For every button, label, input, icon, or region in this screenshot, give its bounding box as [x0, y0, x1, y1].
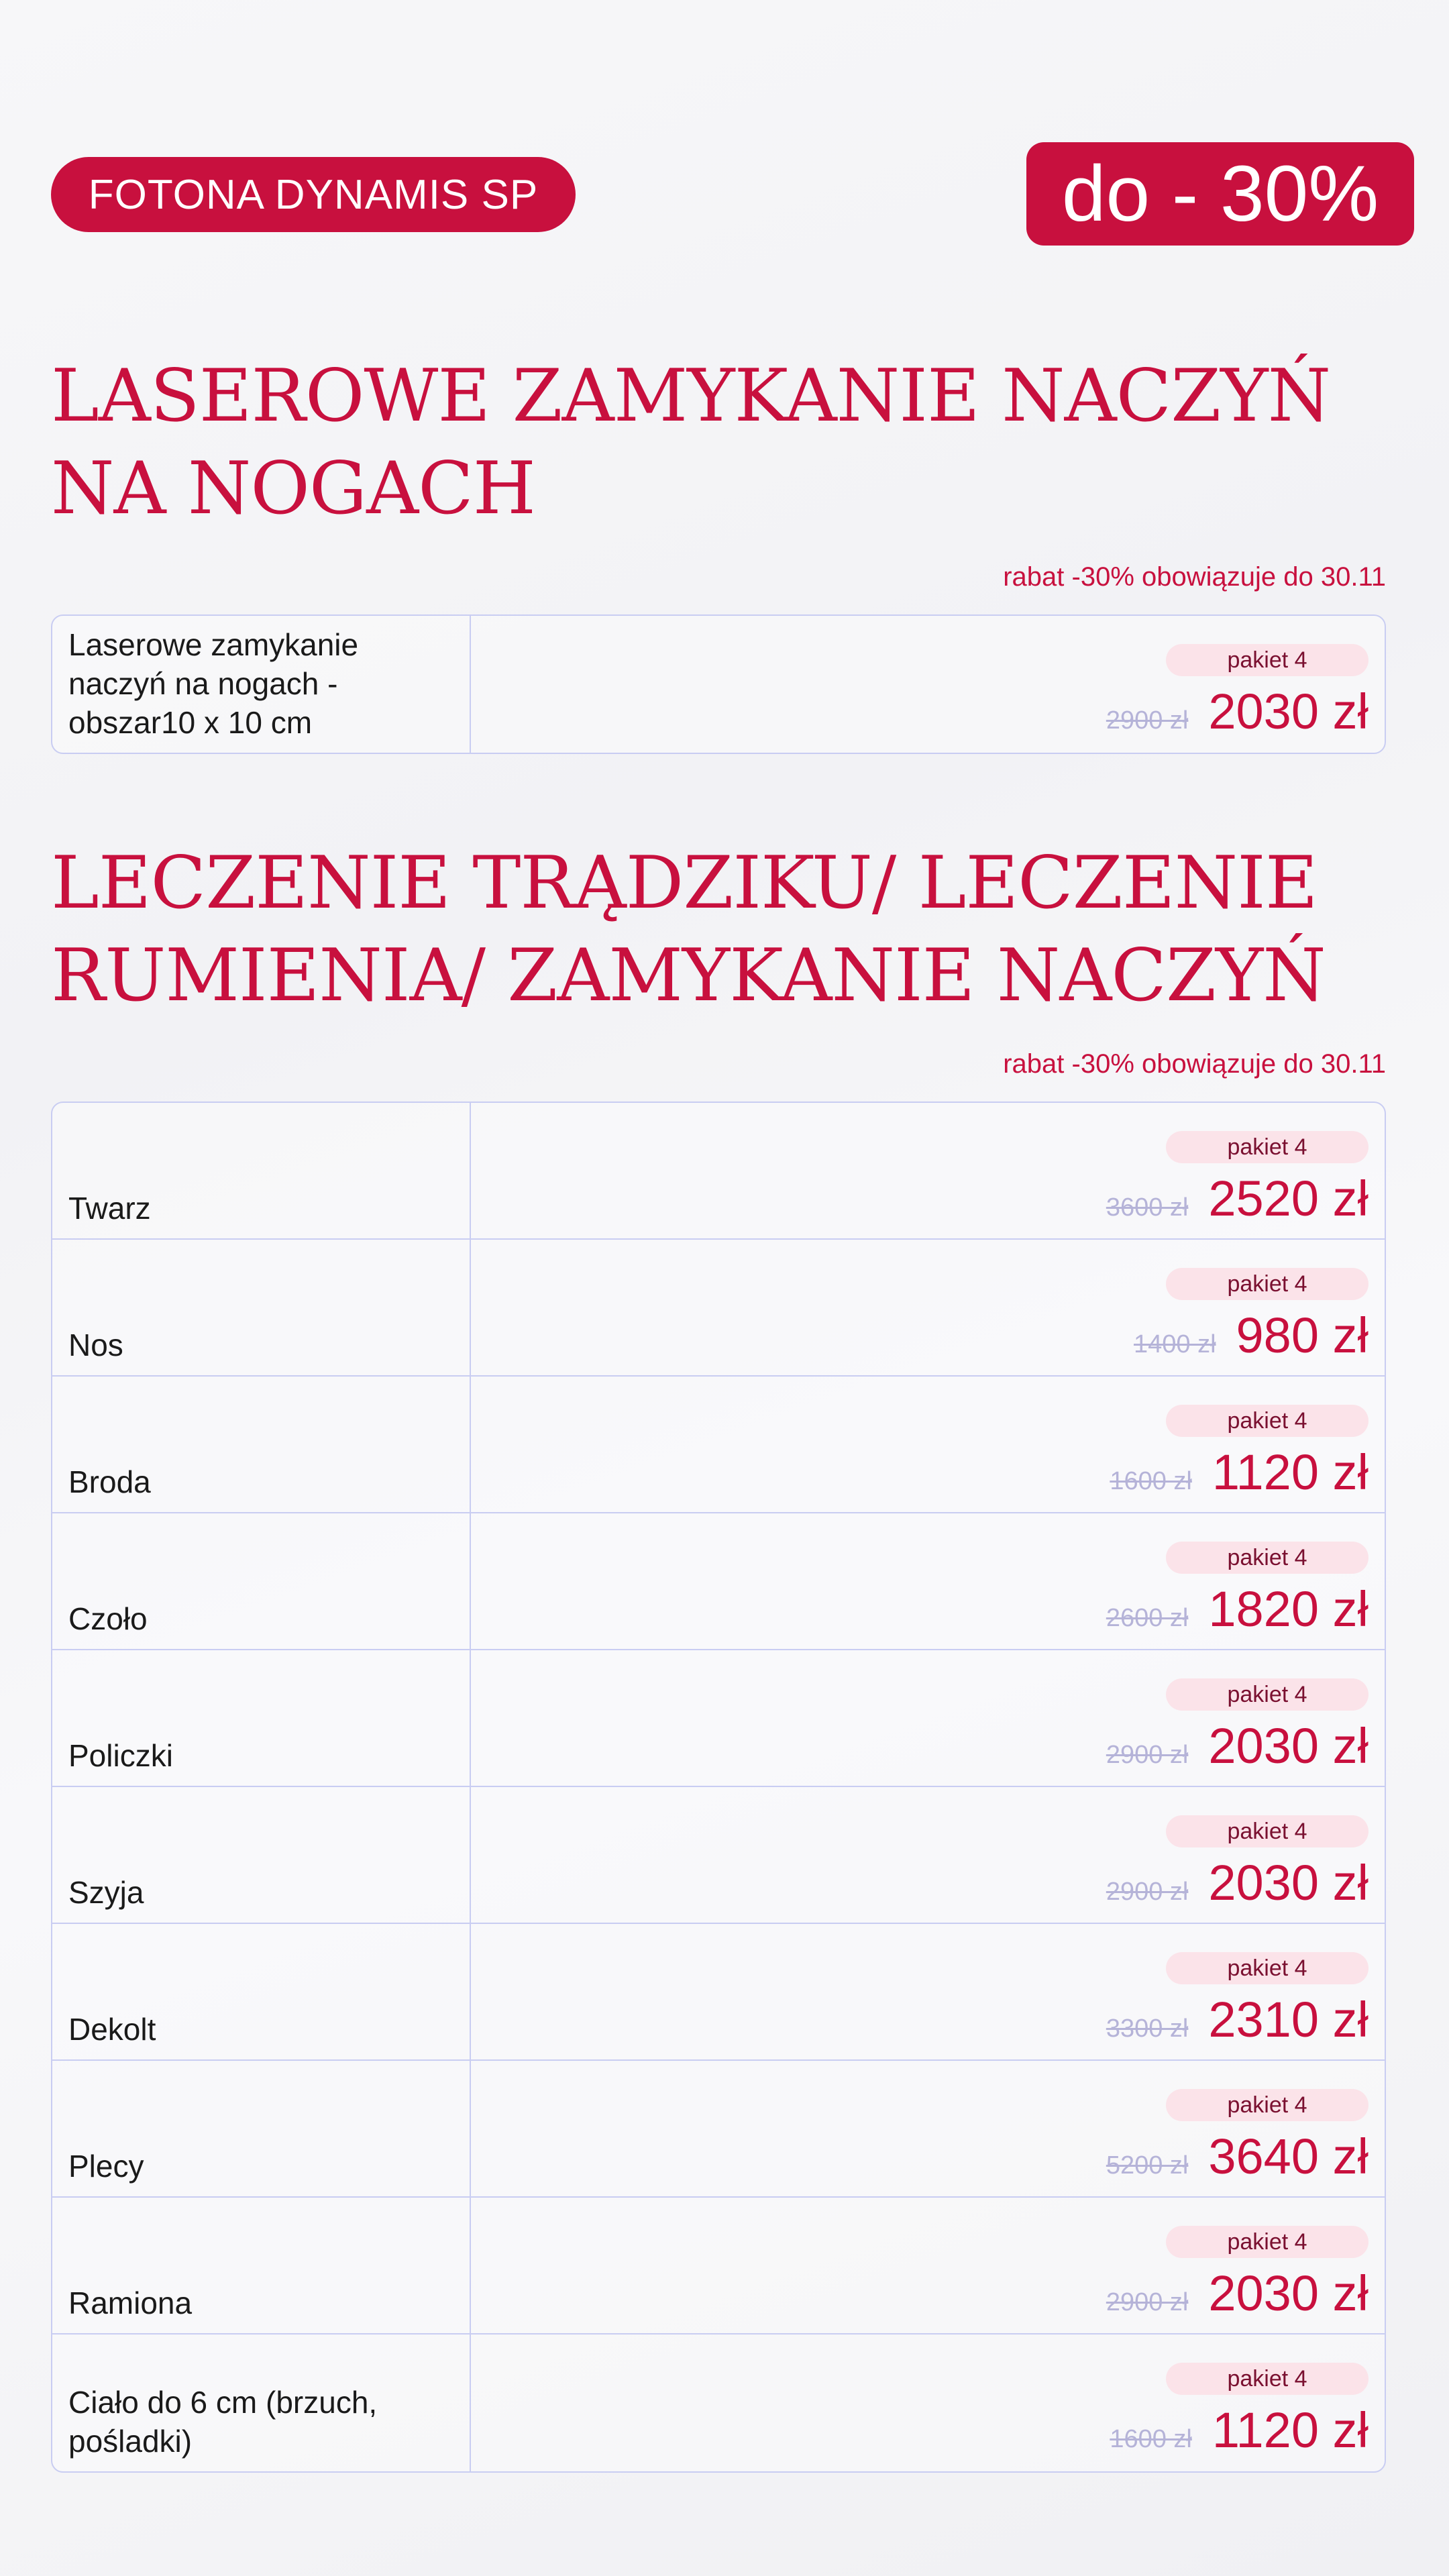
treatment-name: Plecy [68, 2149, 144, 2184]
treatment-name: Broda [68, 1464, 151, 1499]
old-price: 5200 zł [1106, 2151, 1189, 2180]
column-divider [470, 1650, 471, 1786]
package-badge: pakiet 4 [1166, 2363, 1368, 2395]
price-group [1106, 1991, 1368, 2045]
price-group [1110, 1444, 1368, 1500]
table-row [52, 1513, 1385, 1650]
table-row [52, 2198, 1385, 2334]
treatment-name: Czoło [68, 1601, 148, 1636]
table-row [52, 1377, 1385, 1513]
treatment-name: Laserowe zamykanie naczyń na nogach - obszar10 x 10 cm [68, 627, 359, 740]
discount-badge: do - 30% [1026, 142, 1414, 246]
package-badge: pakiet 4 [1166, 1268, 1368, 1300]
promo-note-legs: rabat -30% obowiązuje do 30.11 [1003, 562, 1386, 592]
new-price: 2030 zł [1208, 2265, 1368, 2321]
column-divider [470, 1377, 471, 1512]
package-badge: pakiet 4 [1166, 1405, 1368, 1437]
treatment-name: Szyja [68, 1875, 144, 1910]
treatment-name: Ciało do 6 cm (brzuch, pośladki) [68, 2385, 378, 2459]
column-divider [470, 1240, 471, 1375]
table-row [52, 2061, 1385, 2198]
package-badge: pakiet 4 [1166, 1542, 1368, 1574]
new-price: 2310 zł [1208, 1992, 1368, 2047]
price-group [1106, 1170, 1368, 1224]
price-group [1133, 1307, 1368, 1363]
old-price: 2900 zł [1106, 1878, 1189, 1906]
price-group [1106, 2128, 1368, 2182]
price-group [1106, 683, 1368, 737]
table-row [52, 1650, 1385, 1787]
table-row [52, 1240, 1385, 1377]
column-divider [470, 1787, 471, 1923]
new-price: 1120 zł [1212, 1444, 1368, 1500]
old-price: 3300 zł [1106, 2015, 1189, 2043]
price-table-acne [51, 1102, 1386, 2473]
price-group [1106, 1580, 1368, 1637]
table-row [52, 1787, 1385, 1924]
old-price: 1600 zł [1110, 2425, 1192, 2453]
old-price: 2900 zł [1106, 2288, 1189, 2316]
new-price: 980 zł [1236, 1307, 1368, 1363]
price-group [1106, 1854, 1368, 1911]
treatment-name: Twarz [68, 1191, 151, 1226]
promo-note-acne: rabat -30% obowiązuje do 30.11 [1003, 1049, 1386, 1079]
section-title-acne: LECZENIE TRĄDZIKU/ LECZENIE RUMIENIA/ ZAMYKANIE NACZYŃ [51, 841, 1326, 1018]
old-price: 1400 zł [1133, 1330, 1216, 1358]
column-divider [470, 2334, 471, 2471]
old-price: 2900 zł [1106, 1741, 1189, 1769]
price-group [1106, 1717, 1368, 1774]
old-price: 3600 zł [1106, 1193, 1189, 1222]
column-divider [470, 2198, 471, 2333]
table-row [52, 1103, 1385, 1240]
treatment-name: Dekolt [68, 2012, 156, 2047]
treatment-name: Ramiona [68, 2286, 193, 2320]
old-price: 2900 zł [1106, 706, 1189, 735]
table-row [52, 616, 1385, 753]
table-row [52, 2334, 1385, 2471]
new-price: 3640 zł [1208, 2129, 1368, 2184]
section-title-legs: LASEROWE ZAMYKANIE NACZYŃ NA NOGACH [51, 354, 1331, 531]
brand-badge: FOTONA DYNAMIS SP [51, 157, 576, 232]
new-price: 2030 zł [1208, 684, 1368, 739]
package-badge: pakiet 4 [1166, 2089, 1368, 2121]
column-divider [470, 1513, 471, 1649]
new-price: 2030 zł [1208, 1855, 1368, 1911]
price-table-legs [51, 614, 1386, 754]
column-divider [470, 2061, 471, 2196]
price-group [1110, 2402, 1368, 2458]
table-row [52, 1924, 1385, 2061]
old-price: 1600 zł [1110, 1467, 1192, 1495]
column-divider [470, 1103, 471, 1238]
column-divider [470, 1924, 471, 2059]
package-badge: pakiet 4 [1166, 1131, 1368, 1163]
new-price: 2030 zł [1208, 1718, 1368, 1774]
package-badge: pakiet 4 [1166, 1952, 1368, 1984]
old-price: 2600 zł [1106, 1604, 1189, 1632]
new-price: 1120 zł [1212, 2402, 1368, 2458]
new-price: 2520 zł [1208, 1171, 1368, 1226]
treatment-name: Policzki [68, 1738, 173, 1773]
column-divider [470, 616, 471, 753]
new-price: 1820 zł [1208, 1581, 1368, 1637]
price-group [1106, 2265, 1368, 2321]
package-badge: pakiet 4 [1166, 2226, 1368, 2258]
package-badge: pakiet 4 [1166, 644, 1368, 676]
package-badge: pakiet 4 [1166, 1678, 1368, 1711]
package-badge: pakiet 4 [1166, 1815, 1368, 1847]
treatment-name: Nos [68, 1328, 123, 1362]
